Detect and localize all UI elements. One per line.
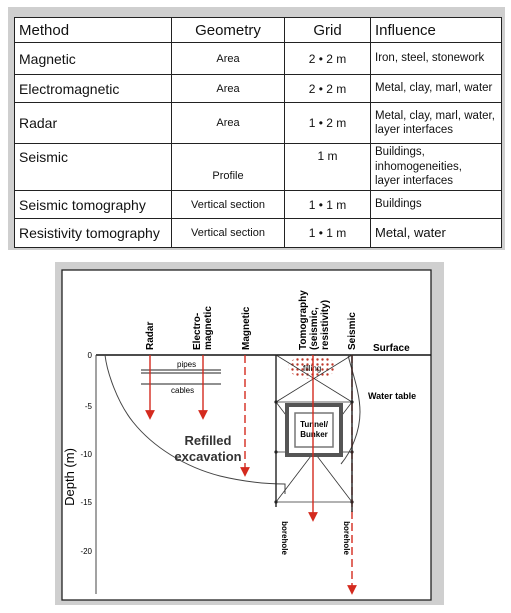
- cell-influence: [371, 143, 502, 190]
- excavation-label-line2: excavation: [174, 449, 242, 464]
- cell-influence: Buildings: [371, 191, 502, 219]
- cell-geometry: Vertical section: [172, 219, 285, 248]
- cell-geometry: Profile: [172, 143, 285, 190]
- tunnel-label-line2: Bunker: [300, 430, 328, 439]
- cell-geometry: Vertical section: [172, 191, 285, 219]
- table-row: [15, 143, 502, 190]
- cell-influence: Metal, clay, marl, water: [371, 75, 502, 103]
- water-table-label: Water table: [368, 391, 417, 401]
- header-influence: Influence: [371, 18, 502, 43]
- borehole-label-right: borehole: [342, 521, 351, 555]
- influence-line: layer interfaces: [375, 123, 453, 136]
- cell-method: Seismic tomography: [15, 191, 172, 219]
- table-row: [15, 75, 502, 103]
- method-label-magnetic: Magnetic: [241, 306, 252, 350]
- cell-grid: 2 • 2 m: [285, 43, 371, 75]
- cell-method: Radar: [15, 103, 172, 144]
- header-grid: Grid: [285, 18, 371, 43]
- table-header-row: [15, 18, 502, 43]
- depth-tick: -10: [80, 450, 92, 459]
- survey-diagram-panel: [55, 262, 444, 605]
- methods-table: [14, 17, 502, 248]
- method-label-seismic: Seismic: [347, 312, 358, 350]
- cell-geometry: Area: [172, 103, 285, 144]
- cell-geometry: Area: [172, 43, 285, 75]
- method-label-tomography-line1: Tomography: [298, 290, 309, 350]
- cell-method: Seismic: [15, 143, 172, 190]
- cell-method: Resistivity tomography: [15, 219, 172, 248]
- header-geometry: Geometry: [172, 18, 285, 43]
- filling-label: filling: [303, 364, 322, 373]
- cell-influence: Metal, water: [371, 219, 502, 248]
- tunnel-label-line1: Tunnel/: [300, 420, 328, 429]
- surface-label: Surface: [373, 343, 410, 354]
- cell-grid: 1 • 1 m: [285, 191, 371, 219]
- cell-geometry: Area: [172, 75, 285, 103]
- method-label-em-line1: Electro-: [192, 312, 203, 350]
- cell-influence: Iron, steel, stonework: [371, 43, 502, 75]
- excavation-label-line1: Refilled: [184, 433, 232, 448]
- methods-table-panel: [8, 7, 505, 250]
- cell-grid: 2 • 2 m: [285, 75, 371, 103]
- influence-line: layer interfaces: [375, 175, 453, 188]
- depth-tick: -20: [80, 547, 92, 556]
- depth-tick: -15: [80, 498, 92, 507]
- method-label-tomography-line3: resistivity): [320, 299, 331, 350]
- table-row: [15, 103, 502, 144]
- influence-line: Metal, clay, marl, water,: [375, 109, 495, 122]
- cell-method: Magnetic: [15, 43, 172, 75]
- influence-line: Buildings, inhomogeneities,: [375, 146, 462, 173]
- cell-grid: 1 m: [285, 143, 371, 190]
- table-row: [15, 43, 502, 75]
- depth-tick: -5: [84, 402, 92, 411]
- depth-axis-label: Depth (m): [62, 448, 77, 506]
- header-method: Method: [15, 18, 172, 43]
- cell-grid: 1 • 1 m: [285, 219, 371, 248]
- cell-grid: 1 • 2 m: [285, 103, 371, 144]
- cell-method: Electromagnetic: [15, 75, 172, 103]
- table-row: [15, 219, 502, 248]
- pipes-label: pipes: [177, 360, 197, 369]
- borehole-label-left: borehole: [280, 521, 289, 555]
- survey-diagram: [55, 262, 444, 605]
- method-label-em-line2: magnetic: [203, 306, 214, 350]
- method-label-radar: Radar: [145, 321, 156, 350]
- method-label-tomography-line2: (seismic,: [309, 307, 320, 350]
- cables-label: cables: [171, 386, 195, 395]
- table-row: [15, 191, 502, 219]
- depth-tick: 0: [87, 351, 92, 360]
- cell-influence: [371, 103, 502, 144]
